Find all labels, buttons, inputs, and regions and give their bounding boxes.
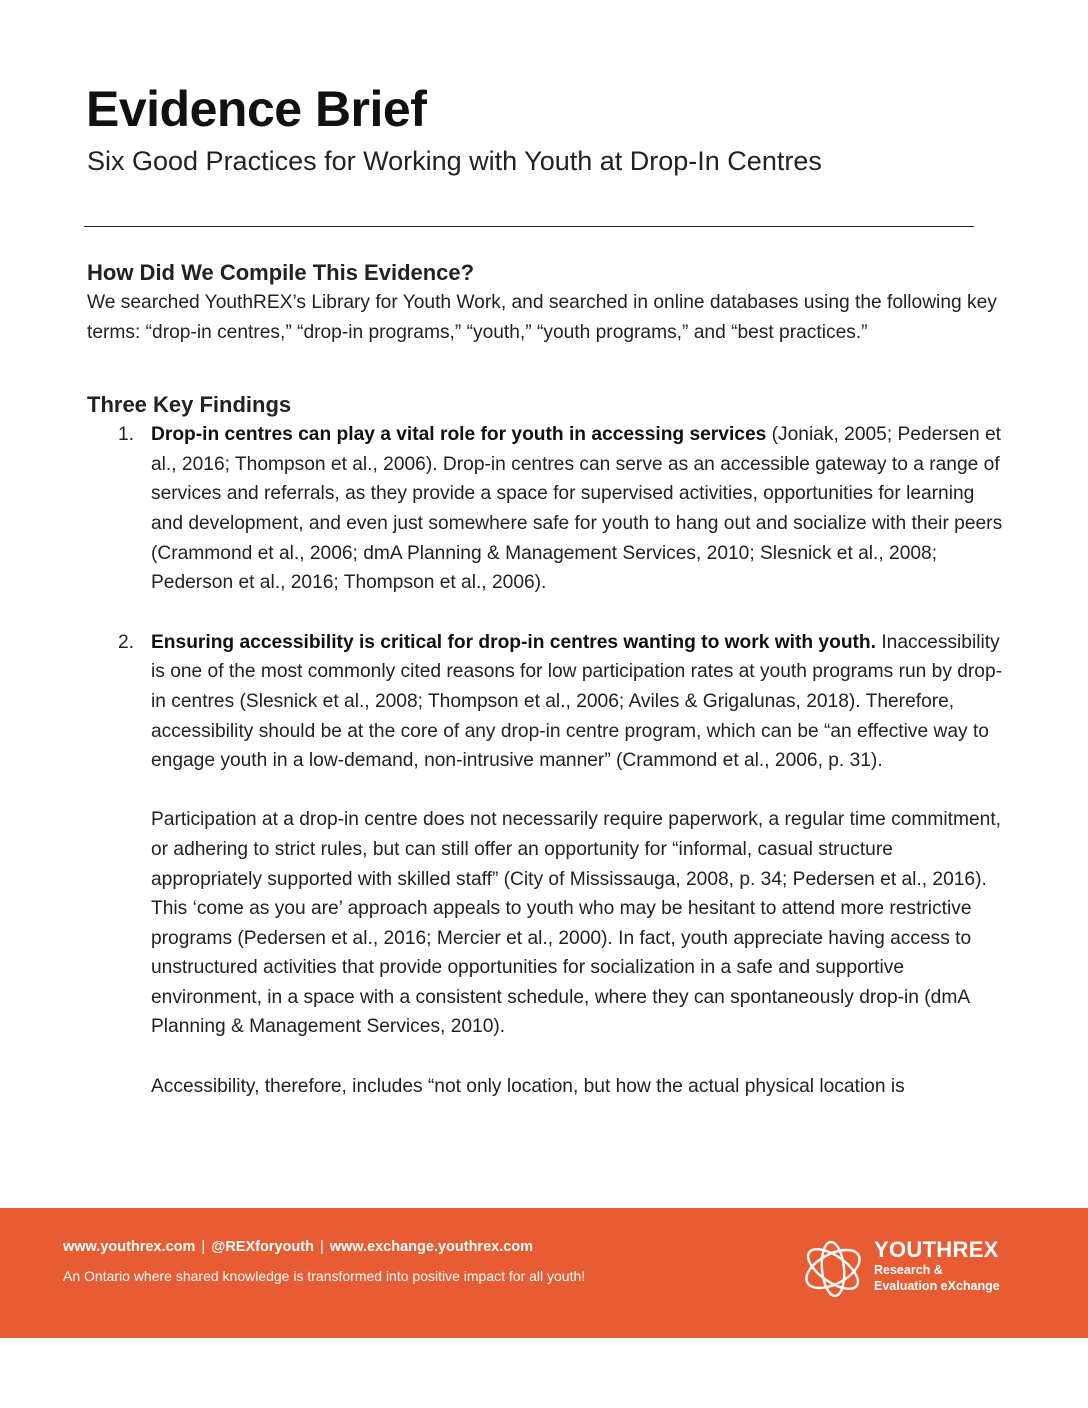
finding-text: Inaccessibility is one of the most commonly cited reasons for low participation rates at youth programs run by drop-in centres (Slesnick et al., 2008; Thompson et al., 2006; Aviles & Grigalunas, 2018). Therefore, accessibility should be at the core of any drop-in centre program, which can be “an effective way to engage youth in a low-demand, non-intrusive manner” (Crammond et al., 2006, p. 31). [151,631,1003,772]
footer-banner [0,1208,1088,1338]
page-title: Evidence Brief [86,81,427,137]
finding-number: 2. [118,631,135,653]
finding-text: (Joniak, 2005; Pedersen et al., 2016; Thompson et al., 2006). Drop-in centres can serve as an accessible gateway to a range of services and referrals, as they provide a space for supervised activities, opportunities for learning and development, and even just somewhere safe for youth to hang out and socialize with their peers (Crammond et al., 2006; dmA Planning & Management Services, 2010; Slesnick et al., 2008; Pederson et al., 2016; Thompson et al., 2006). [151,424,1003,594]
footer-link-exchange[interactable]: www.exchange.youthrex.com [329,1239,534,1255]
footer-separator: | [201,1239,206,1255]
compile-heading: How Did We Compile This Evidence? [87,260,475,285]
finding-paragraph: Participation at a drop-in centre does not necessarily require paperwork, a regular time commitment, or adhering to strict rules, but can still offer an opportunity for “informal, casual structure appropriately supported with skilled staff” (City of Mississauga, 2008, p. 34; Pedersen et al., 2016). This ‘come as you are’ approach appeals to youth who may be hesitant to attend more restrictive programs (Pedersen et al., 2016; Mercier et al., 2000). In fact, youth appreciate having access to unstructured activities that provide opportunities for socialization in a safe and supportive environment, in a space with a consistent schedule, where they can spontaneously drop-in (dmA Planning & Management Services, 2010). [151,809,1001,1038]
finding-number: 1. [118,424,135,446]
finding-paragraph: Accessibility, therefore, includes “not only location, but how the actual physical location is [151,1075,905,1097]
findings-list [87,420,1007,1101]
footer-links [63,1239,533,1255]
footer-separator: | [319,1239,324,1255]
compile-section [87,258,1007,347]
finding-lead: Ensuring accessibility is critical for drop-in centres wanting to work with youth. [151,631,876,653]
logo-tagline-line2: Evaluation eXchange [874,1279,1000,1293]
logo-name: YOUTHREX [874,1237,999,1262]
logo-tagline-line1: Research & [874,1263,943,1277]
finding-paragraph [151,420,1007,598]
page-subtitle: Six Good Practices for Working with Youth at Drop-In Centres [87,146,822,176]
finding-paragraph [151,628,1007,776]
title-divider [84,226,974,227]
finding-item-2 [87,628,1007,1102]
footer-link-website[interactable]: www.youthrex.com [63,1239,196,1255]
interlocking-rings-logo-icon [798,1234,868,1304]
finding-lead: Drop-in centres can play a vital role for youth in accessing services [151,424,767,446]
footer-link-social[interactable]: @REXforyouth [211,1239,314,1255]
finding-item-1 [87,420,1007,598]
footer-tagline: An Ontario where shared knowledge is transformed into positive impact for all youth! [63,1268,586,1284]
findings-heading: Three Key Findings [87,392,292,418]
findings-section [87,390,1007,1101]
compile-body: We searched YouthREX’s Library for Youth Work, and searched in online databases using the following key terms: “drop-in centres,” “drop-in programs,” “youth,” “youth programs,” and “best practices.” [87,292,997,343]
document-body [87,258,1007,1101]
